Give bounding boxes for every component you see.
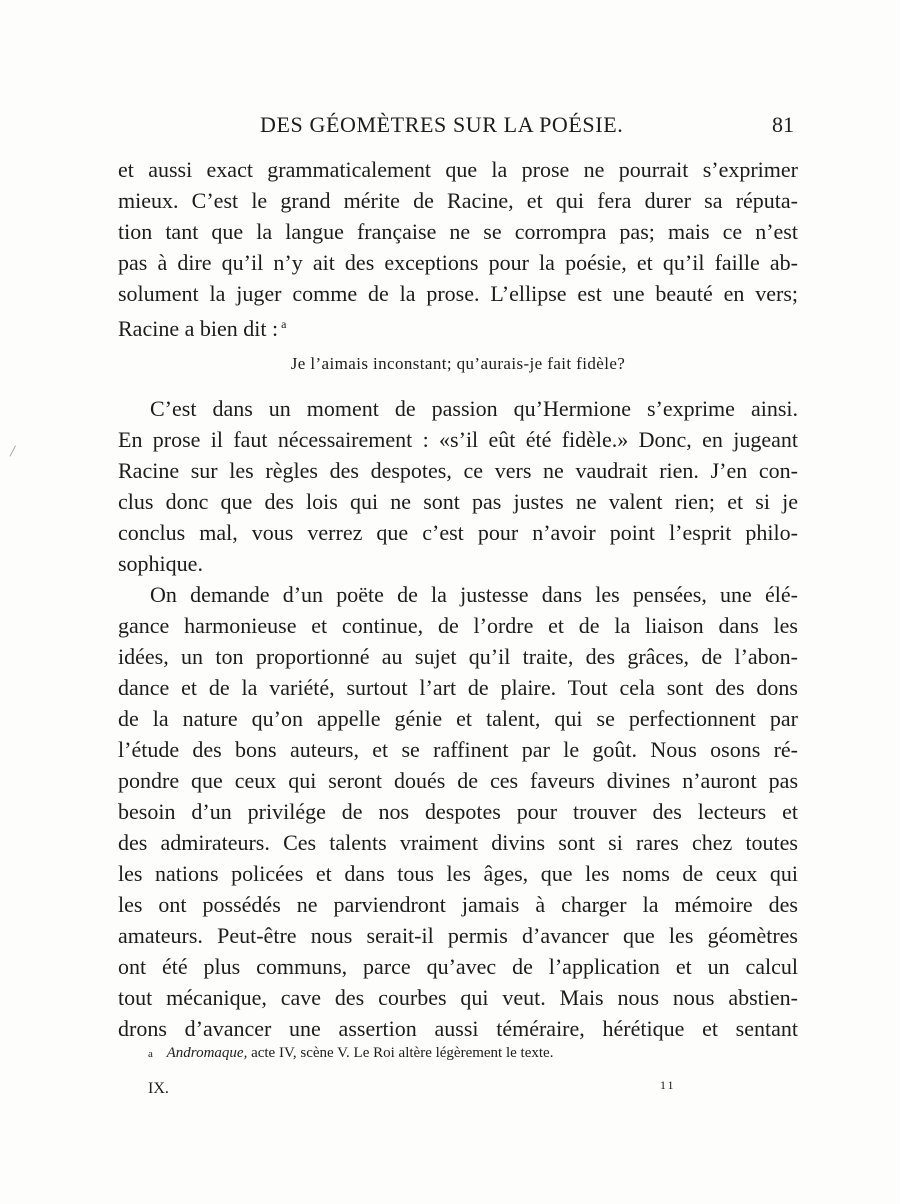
text-line — [118, 309, 798, 340]
text-line: gance harmonieuse et continue, de l’ordre et de la liaison dans les — [118, 613, 798, 638]
footnote — [148, 1045, 768, 1062]
text-line: solument la juger comme de la prose. L’ellipse est une beauté en vers; — [118, 281, 798, 306]
text-line: pas à dire qu’il n’y ait des exceptions pour la poésie, et qu’il faille ab- — [118, 250, 798, 275]
text-line: sophique. — [118, 551, 203, 576]
text-line: des admirateurs. Ces talents vraiment divins sont si rares chez toutes — [118, 830, 798, 855]
text-line: et aussi exact grammaticalement que la prose ne pourrait s’exprimer — [118, 157, 798, 182]
text-line: C’est dans un moment de passion qu’Hermione s’exprime ainsi. — [150, 396, 798, 421]
text-line: mieux. C’est le grand mérite de Racine, et qui fera durer sa réputa- — [118, 188, 798, 213]
text-line-content: Racine a bien dit : — [118, 316, 279, 341]
text-line: dance et de la variété, surtout l’art de plaire. Tout cela sont des dons — [118, 675, 798, 700]
sheet-number: 11 — [660, 1078, 676, 1092]
text-line: Racine sur les règles des despotes, ce vers ne vaudrait rien. J’en con- — [118, 458, 798, 483]
text-line: En prose il faut nécessairement : «s’il eût été fidèle.» Donc, en jugeant — [118, 427, 798, 452]
footnote-work-title: Andromaque, — [166, 1045, 248, 1061]
paragraph-3 — [118, 579, 798, 1044]
page-number: 81 — [772, 112, 794, 137]
text-line: idées, un ton proportionné au sujet qu’il traite, des grâces, de l’abon- — [118, 644, 798, 669]
text-line: besoin d’un privilége de nos despotes pour trouver des lecteurs et — [118, 799, 798, 824]
footnote-text: acte IV, scène V. Le Roi altère légèrement le texte. — [251, 1045, 554, 1061]
footnote-mark: a — [148, 1048, 153, 1060]
running-title: DES GÉOMÈTRES SUR LA POÉSIE. — [260, 112, 624, 137]
text-line: amateurs. Peut-être nous serait-il permis d’avancer que les géomètres — [118, 923, 798, 948]
text-line: drons d’avancer une assertion aussi téméraire, hérétique et sentant — [118, 1016, 798, 1041]
text-line: ont été plus communs, parce qu’avec de l’application et un calcul — [118, 954, 798, 979]
text-line: l’étude des bons auteurs, et se raffinent par le goût. Nous osons ré- — [118, 737, 798, 762]
text-line: conclus mal, vous verrez que c’est pour n’avoir point l’esprit philo- — [118, 520, 798, 545]
paragraph-2 — [118, 393, 798, 579]
text-line: clus donc que des lois qui ne sont pas justes ne valent rien; et si je — [118, 489, 798, 514]
text-line: tout mécanique, cave des courbes qui veut. Mais nous nous abstien- — [118, 985, 798, 1010]
paragraph-1 — [118, 154, 798, 340]
footnote-reference: a — [281, 317, 287, 331]
text-line: tion tant que la langue française ne se corrompra pas; mais ce n’est — [118, 219, 798, 244]
text-line: pondre que ceux qui seront doués de ces faveurs divines n’auront pas — [118, 768, 798, 793]
margin-mark — [9, 446, 19, 459]
signature-mark: IX. — [148, 1080, 169, 1097]
text-line: On demande d’un poëte de la justesse dans les pensées, une élé- — [150, 582, 798, 607]
running-head — [118, 112, 798, 144]
text-line: les nations policées et dans tous les âges, que les noms de ceux qui — [118, 861, 798, 886]
text-line: de la nature qu’on appelle génie et talent, qui se perfectionnent par — [118, 706, 798, 731]
text-line: les ont possédés ne parviendront jamais à charger la mémoire des — [118, 892, 798, 917]
verse-quote: Je l’aimais inconstant; qu’aurais-je fait fidèle? — [290, 354, 626, 373]
body-text — [118, 154, 798, 1044]
